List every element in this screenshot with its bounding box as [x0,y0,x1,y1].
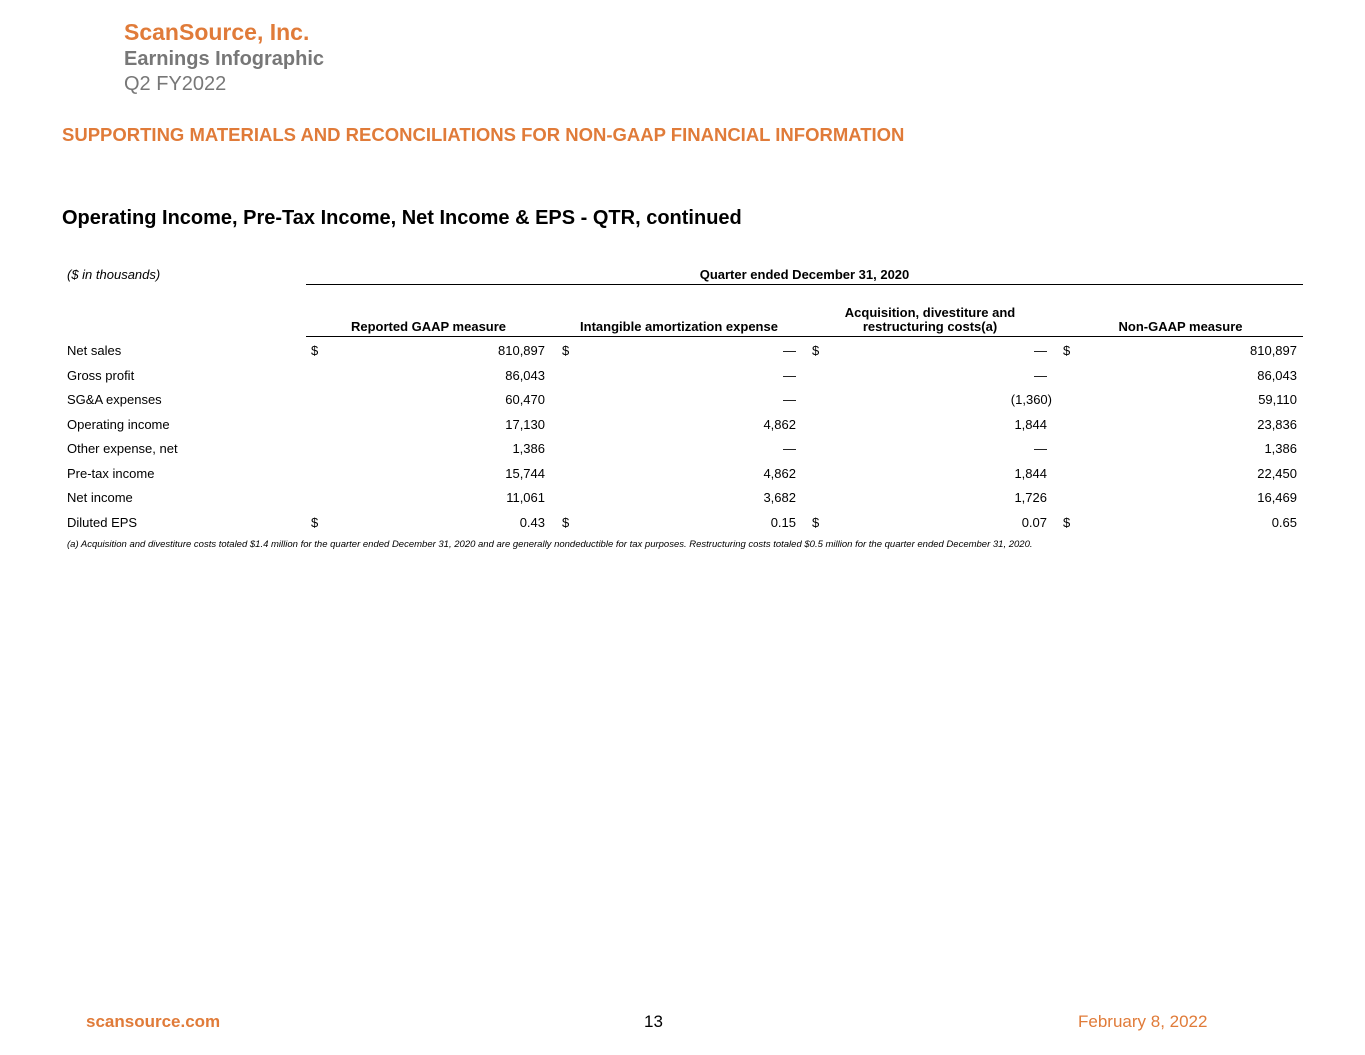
table-cell: 86,043 [1257,367,1297,383]
currency-symbol: $ [812,343,820,358]
column-header-rule [306,336,1303,337]
table-cell: (1,360) [1010,392,1052,407]
footer-website: scansource.com [86,1012,221,1031]
row-label: SG&A expenses [67,392,162,407]
table-cell: 1,844 [1014,416,1047,432]
table-cell: — [783,367,796,383]
footnote: (a) Acquisition and divestiture costs totaled $1.4 million for the quarter ended December 31, 2020 and are generally nondeductible for tax purposes. Restructuring costs totaled $0.5 million for the quarter ended December 31, 2020. [67,539,1033,550]
document-subtitle: Earnings Infographic [124,48,325,70]
currency-symbol: $ [1063,514,1071,530]
column-header-acquisition: Acquisition, divestiture and restructuring costs(a) [844,305,1016,334]
currency-symbol: $ [1063,343,1071,358]
table-cell: 15,744 [505,465,545,481]
column-header-gaap: Reported GAAP measure [350,319,507,334]
currency-symbol: $ [812,514,820,530]
footer-date: February 8, 2022 [1078,1012,1208,1031]
company-name: ScanSource, Inc. [124,19,310,45]
row-label: Pre-tax income [67,465,155,481]
table-cell: 17,130 [505,416,545,432]
units-label: ($ in thousands) [67,267,161,282]
table-cell: 3,682 [763,490,796,505]
row-label: Operating income [67,416,170,432]
row-label: Other expense, net [67,441,178,456]
table-cell: 59,110 [1258,392,1297,407]
table-cell: 16,469 [1257,490,1297,505]
table-cell: 1,386 [1264,441,1297,456]
table-cell: 1,386 [512,441,545,456]
currency-symbol: $ [562,514,570,530]
currency-symbol: $ [562,343,570,358]
page-number: 13 [644,1012,663,1031]
table-cell: 1,844 [1014,465,1047,481]
currency-symbol: $ [311,343,319,358]
row-label: Net income [67,490,133,505]
table-cell: — [783,343,796,358]
table-cell: 4,862 [763,465,796,481]
table-cell: 0.65 [1271,514,1297,530]
table-cell: 810,897 [1250,343,1297,358]
table-cell: — [1034,367,1047,383]
table-cell: — [783,392,796,407]
section-title: SUPPORTING MATERIALS AND RECONCILIATIONS FOR NON-GAAP FINANCIAL INFORMATION [62,124,905,145]
table-row [0,466,1365,490]
table-cell: 60,470 [505,392,545,407]
table-title: Operating Income, Pre-Tax Income, Net Income & EPS - QTR, continued [62,207,742,229]
table-row [0,490,1365,514]
table-cell: 4,862 [763,416,796,432]
group-header-rule [306,284,1303,285]
column-header-non-gaap: Non-GAAP measure [1118,319,1243,334]
table-cell: — [1034,441,1047,456]
table-row [0,368,1365,392]
table-row [0,392,1365,416]
table-cell: 810,897 [498,343,545,358]
row-label: Diluted EPS [67,514,138,530]
column-header-amortization: Intangible amortization expense [580,319,778,334]
group-header: Quarter ended December 31, 2020 [699,267,910,282]
currency-symbol: $ [311,514,319,530]
table-cell: 1,726 [1014,490,1047,505]
table-cell: 11,061 [506,490,545,505]
table-row [0,417,1365,441]
table-row [0,515,1365,539]
table-row [0,441,1365,465]
row-label: Net sales [67,343,122,358]
table-cell: 22,450 [1257,465,1297,481]
table-cell: 86,043 [505,367,545,383]
table-cell: — [1034,343,1047,358]
table-cell: 23,836 [1257,416,1297,432]
row-label: Gross profit [67,367,135,383]
fiscal-period: Q2 FY2022 [124,73,227,95]
table-cell: — [783,441,796,456]
table-cell: 0.07 [1021,514,1047,530]
table-row [0,343,1365,367]
table-cell: 0.15 [770,514,796,530]
table-cell: 0.43 [519,514,545,530]
